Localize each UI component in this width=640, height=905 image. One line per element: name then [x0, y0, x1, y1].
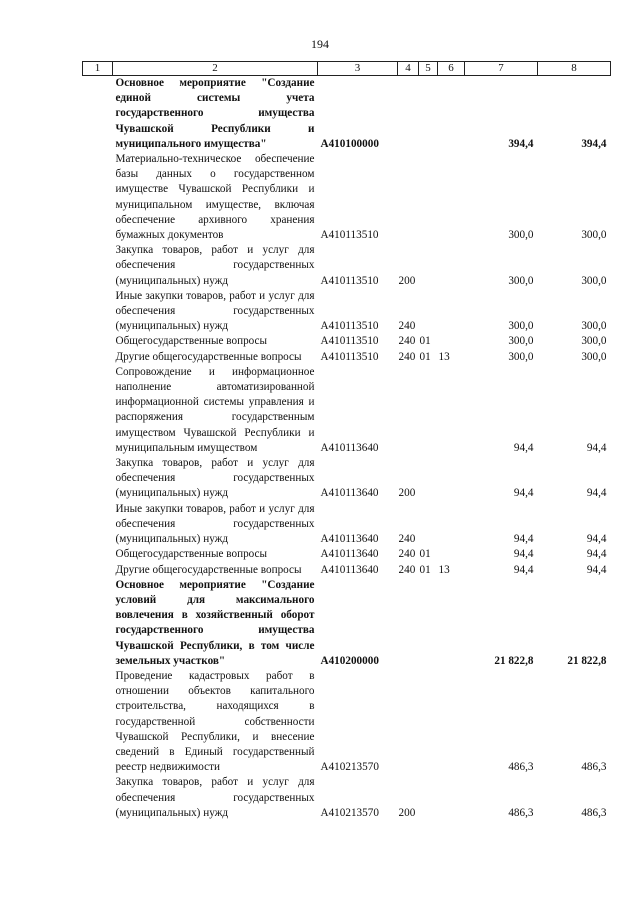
row-amount-1: 94,4 [513, 441, 534, 454]
row-number-cell [83, 365, 113, 456]
table-row [83, 334, 611, 349]
header-col-7: 7 [465, 62, 538, 76]
table-row [83, 669, 611, 775]
row-subsection: 13 [438, 350, 450, 363]
page-number: 194 [311, 37, 329, 51]
row-name: Материально-техническое обеспечение базы данных о государственном имуществе Чувашской Республики и муниципальном имуществе, включая обеспечение архивного хранения бумажных документов [115, 153, 315, 242]
row-section [419, 289, 438, 335]
row-amount-2: 94,4 [586, 487, 607, 500]
row-amount-2: 300,0 [581, 320, 607, 333]
header-col-3: 3 [318, 62, 398, 76]
row-amount-1: 300,0 [508, 274, 534, 287]
row-number-cell [83, 350, 113, 365]
row-code: А410113510 [320, 274, 379, 287]
row-amount-1: 300,0 [508, 229, 534, 242]
row-amount-2: 94,4 [586, 563, 607, 576]
budget-table [82, 61, 611, 821]
row-name: Закупка товаров, работ и услуг для обеспечения государственных (муниципальных) нужд [115, 457, 315, 500]
row-section: 01 [419, 563, 431, 576]
table-row [83, 502, 611, 548]
row-name: Иные закупки товаров, работ и услуг для обеспечения государственных (муниципальных) нужд [115, 502, 315, 546]
row-subsection [438, 669, 465, 775]
row-section [419, 365, 438, 456]
row-number-cell [83, 152, 113, 243]
row-subsection [438, 76, 465, 153]
row-expense-type: 200 [398, 487, 416, 500]
row-name: Общегосударственные вопросы [115, 548, 268, 561]
row-subsection [438, 152, 465, 243]
table-row [83, 563, 611, 578]
row-code: А410113640 [320, 548, 379, 561]
row-section: 01 [419, 350, 431, 363]
row-amount-2: 94,4 [586, 533, 607, 546]
row-name: Закупка товаров, работ и услуг для обеспечения государственных (муниципальных) нужд [115, 776, 315, 819]
row-amount-2: 300,0 [581, 274, 607, 287]
row-name: Закупка товаров, работ и услуг для обеспечения государственных (муниципальных) нужд [115, 244, 315, 287]
header-row [83, 62, 611, 76]
table-row [83, 350, 611, 365]
row-expense-type: 240 [398, 335, 416, 348]
row-number-cell [83, 243, 113, 289]
row-expense-type [398, 76, 419, 153]
header-col-2: 2 [113, 62, 318, 76]
row-expense-type [398, 365, 419, 456]
table-row [83, 775, 611, 821]
row-number-cell [83, 563, 113, 578]
row-number-cell [83, 578, 113, 669]
row-section [419, 76, 438, 153]
row-code: А410113510 [320, 350, 379, 363]
row-number-cell [83, 334, 113, 349]
row-section [419, 578, 438, 669]
row-name: Основное мероприятие "Создание единой системы учета государственного имущества Чувашской Республики и муниципального имущества" [115, 77, 315, 150]
row-amount-1: 300,0 [508, 350, 534, 363]
row-code: А410213570 [320, 806, 379, 819]
table-row [83, 578, 611, 669]
row-code: А410113510 [320, 320, 379, 333]
row-expense-type [398, 578, 419, 669]
row-name: Сопровождение и информационное наполнение автоматизированной информационной системы управления и распоряжения государственным имуществом Чувашской Республики и муниципальным имуществом [115, 365, 315, 454]
header-col-4: 4 [398, 62, 419, 76]
header-col-1: 1 [83, 62, 113, 76]
row-code: А410113640 [320, 563, 379, 576]
row-amount-2: 300,0 [581, 229, 607, 242]
row-subsection [438, 775, 465, 821]
row-expense-type: 240 [398, 320, 416, 333]
row-number-cell [83, 775, 113, 821]
row-expense-type: 200 [398, 274, 416, 287]
row-expense-type: 240 [398, 548, 416, 561]
row-number-cell [83, 289, 113, 335]
row-amount-1: 486,3 [508, 806, 534, 819]
row-subsection [438, 578, 465, 669]
header-col-5: 5 [419, 62, 438, 76]
row-amount-1: 21 822,8 [494, 654, 534, 667]
row-amount-1: 300,0 [508, 320, 534, 333]
row-expense-type: 200 [398, 806, 416, 819]
row-amount-1: 94,4 [513, 487, 534, 500]
row-code: А410113510 [320, 229, 379, 242]
row-code: А410113640 [320, 441, 379, 454]
row-amount-1: 394,4 [508, 137, 534, 150]
row-subsection [438, 243, 465, 289]
row-amount-2: 486,3 [581, 806, 607, 819]
table-row [83, 456, 611, 502]
row-code: А410200000 [320, 654, 379, 667]
row-section: 01 [419, 548, 431, 561]
row-amount-1: 486,3 [508, 761, 534, 774]
row-subsection [438, 547, 465, 562]
row-name: Другие общегосударственные вопросы [115, 563, 302, 576]
row-amount-1: 94,4 [513, 533, 534, 546]
row-subsection [438, 334, 465, 349]
row-section [419, 456, 438, 502]
row-section [419, 502, 438, 548]
row-section: 01 [419, 335, 431, 348]
row-subsection [438, 365, 465, 456]
row-amount-1: 94,4 [513, 563, 534, 576]
row-section [419, 775, 438, 821]
row-amount-2: 21 822,8 [567, 654, 607, 667]
row-expense-type: 240 [398, 563, 416, 576]
row-name: Проведение кадастровых работ в отношении объектов капитального строительства, находящихся в государственной собственности Чувашской Республики, и внесение сведений в Единый государственный реестр недвижимости [115, 669, 315, 774]
row-code: А410113510 [320, 335, 379, 348]
table-body [83, 76, 611, 821]
row-number-cell [83, 669, 113, 775]
table-row [83, 547, 611, 562]
row-amount-2: 300,0 [581, 335, 607, 348]
row-amount-2: 394,4 [581, 137, 607, 150]
row-number-cell [83, 456, 113, 502]
row-amount-2: 300,0 [581, 350, 607, 363]
row-expense-type: 240 [398, 533, 416, 546]
row-section [419, 669, 438, 775]
table-row [83, 365, 611, 456]
row-amount-2: 486,3 [581, 761, 607, 774]
row-name: Другие общегосударственные вопросы [115, 350, 302, 363]
header-col-6: 6 [438, 62, 465, 76]
row-amount-1: 94,4 [513, 548, 534, 561]
row-subsection [438, 289, 465, 335]
table-row [83, 289, 611, 335]
row-section [419, 243, 438, 289]
row-expense-type: 240 [398, 350, 416, 363]
row-subsection: 13 [438, 563, 450, 576]
row-code: А410100000 [320, 137, 379, 150]
row-amount-2: 94,4 [586, 548, 607, 561]
row-code: А410113640 [320, 487, 379, 500]
row-code: А410213570 [320, 761, 379, 774]
row-number-cell [83, 547, 113, 562]
table-header [83, 62, 611, 76]
row-number-cell [83, 502, 113, 548]
row-expense-type [398, 669, 419, 775]
row-name: Общегосударственные вопросы [115, 335, 268, 348]
row-amount-2: 94,4 [586, 441, 607, 454]
header-col-8: 8 [538, 62, 611, 76]
table-row [83, 76, 611, 153]
row-name: Иные закупки товаров, работ и услуг для обеспечения государственных (муниципальных) нужд [115, 289, 315, 333]
row-subsection [438, 502, 465, 548]
row-number-cell [83, 76, 113, 153]
row-amount-1: 300,0 [508, 335, 534, 348]
row-code: А410113640 [320, 533, 379, 546]
table-row [83, 243, 611, 289]
row-name: Основное мероприятие "Создание условий для максимального вовлечения в хозяйственный оборот государственного имущества Чувашской Республики, в том числе земельных участков" [115, 578, 315, 667]
table-row [83, 152, 611, 243]
row-section [419, 152, 438, 243]
row-subsection [438, 456, 465, 502]
row-expense-type [398, 152, 419, 243]
